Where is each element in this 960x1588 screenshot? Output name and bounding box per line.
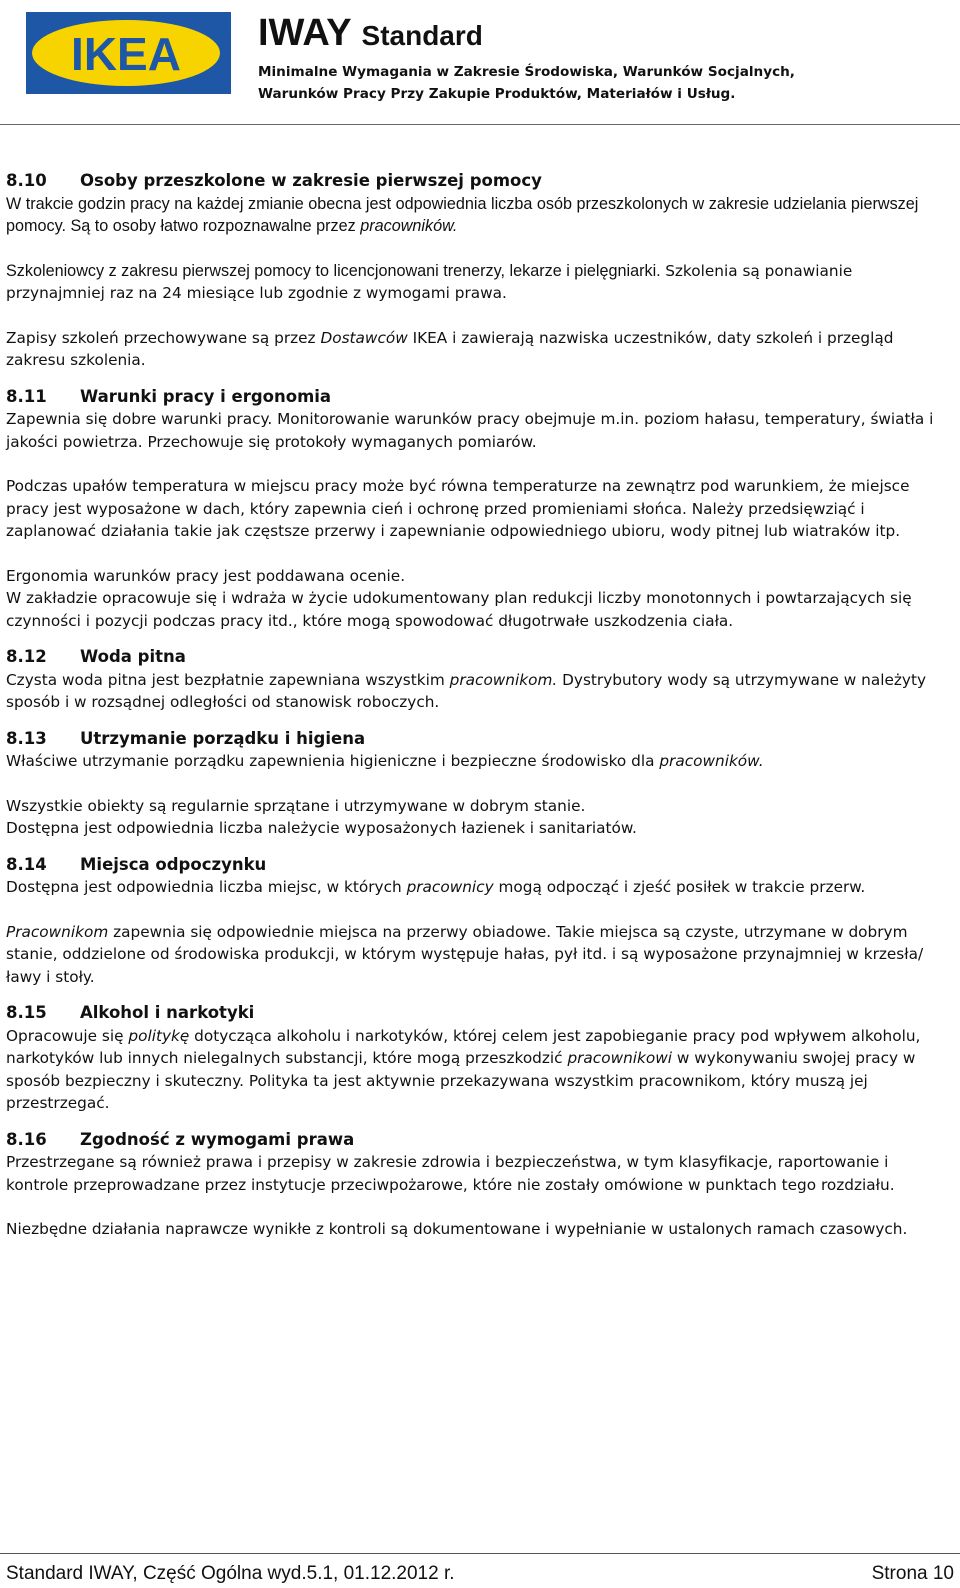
paragraph: Przestrzegane są również prawa i przepisy w zakresie zdrowia i bezpieczeństwa, w tym klasyfikacje, raportowanie i kontrole przeprowadzane przez instytucje przeciwpożarowe, które nie zostały omówione w punktach tego rozdziału.	[6, 1153, 895, 1194]
registered-mark: ®	[219, 18, 229, 29]
section-heading-8-14: 8.14 Miejsca odpoczynku	[6, 854, 267, 874]
paragraph: Szkoleniowcy z zakresu pierwszej pomocy to licencjonowani trenerzy, lekarze i pielęgniarki. Szkolenia są ponawianie przynajmniej raz na 24 miesiące lub zgodnie z wymogami prawa.	[6, 261, 853, 302]
section-heading-8-10: 8.10 Osoby przeszkolone w zakresie pierwszej pomocy	[6, 171, 542, 190]
footer-divider	[0, 1553, 960, 1554]
paragraph: W trakcie godzin pracy na każdej zmianie obecna jest odpowiednia liczba osób przeszkolonych w zakresie udzielania pierwszej pomocy. Są to osoby łatwo rozpoznawalne przez pracowników.	[6, 194, 919, 235]
section-heading-8-15: 8.15 Alkohol i narkotyki	[6, 1003, 255, 1022]
page-header	[0, 0, 960, 128]
paragraph: Niezbędne działania naprawcze wynikłe z kontroli są dokumentowane i wypełnianie w ustalonych ramach czasowych.	[6, 1220, 908, 1238]
section-heading-8-16: 8.16 Zgodność z wymogami prawa	[6, 1129, 355, 1149]
document-body	[6, 170, 951, 1241]
paragraph: Podczas upałów temperatura w miejscu pracy może być równa temperaturze na zewnątrz pod warunkiem, że miejsce pracy jest wyposażone w dach, który zapewnia cień i ochronę przed promieniami słońca. Należy przedsięwziąć i zaplanować działania takie jak częstsze przerwy i zapewnianie odpowiedniego ubioru, wody pitnej lub wiatraków itp.	[6, 477, 910, 540]
paragraph: Dostępna jest odpowiednia liczba miejsc, w których pracownicy mogą odpocząć i zjeść posiłek w trakcie przerw.	[6, 878, 866, 896]
paragraph: Zapisy szkoleń przechowywane są przez Dostawców IKEA i zawierają nazwiska uczestników, daty szkoleń i przegląd zakresu szkolenia.	[6, 328, 894, 369]
section-heading-8-12: 8.12 Woda pitna	[6, 647, 186, 666]
paragraph: Pracownikom zapewnia się odpowiednie miejsca na przerwy obiadowe. Takie miejsca są czyste, utrzymane w dobrym stanie, oddzielone od środowiska produkcji, w którym występuje hałas, pył itd. i są wyposażone przynajmniej w krzesła/ławy i stoły.	[6, 922, 924, 986]
section-heading-8-11: 8.11 Warunki pracy i ergonomia	[6, 386, 332, 406]
header-divider	[0, 124, 960, 125]
paragraph: Opracowuje się politykę dotycząca alkoholu i narkotyków, której celem jest zapobieganie pracy pod wpływem alkoholu, narkotyków lub innych nielegalnych substancji, które mogą przeszkodzić pracownikowi w wykonywaniu swojej pracy w sposób bezpieczny i skuteczny. Polityka ta jest aktywnie przekazywana wszystkim pracownikom, który muszą jej przestrzegać.	[6, 1026, 921, 1112]
paragraph: W zakładzie opracowuje się i wdraża w życie udokumentowany plan redukcji liczby monotonnych i powtarzających się czynności i pozycji podczas pracy itd., które mogą spowodować długotrwałe uszkodzenia ciała.	[6, 589, 912, 630]
paragraph: Dostępna jest odpowiednia liczba należycie wyposażonych łazienek i sanitariatów.	[6, 819, 637, 837]
paragraph: Ergonomia warunków pracy jest poddawana ocenie.	[6, 566, 406, 585]
paragraph: Wszystkie obiekty są regularnie sprzątane i utrzymywane w dobrym stanie.	[6, 796, 586, 815]
paragraph: Właściwe utrzymanie porządku zapewnienia higieniczne i bezpieczne środowisko dla pracowników.	[6, 752, 764, 770]
paragraph: Zapewnia się dobre warunki pracy. Monitorowanie warunków pracy obejmuje m.in. poziom hałasu, temperatury, światła i jakości powietrza. Przechowuje się protokoły wymaganych pomiarów.	[6, 410, 934, 451]
doc-title	[258, 12, 483, 55]
doc-subtitle-line1: Minimalne Wymagania w Zakresie Środowiska, Warunków Socjalnych,	[258, 64, 795, 80]
paragraph: Czysta woda pitna jest bezpłatnie zapewniana wszystkim pracownikom. Dystrybutory wody są utrzymywane w należyty sposób i w rozsądnej odległości od stanowisk roboczych.	[6, 670, 927, 711]
ikea-logo	[26, 12, 231, 94]
doc-title-sub: Standard	[361, 20, 483, 51]
doc-title-main: IWAY	[258, 12, 351, 54]
footer-doc-info: Standard IWAY, Część Ogólna wyd.5.1, 01.12.2012 r.	[6, 1563, 455, 1584]
doc-subtitle-line2: Warunków Pracy Przy Zakupie Produktów, Materiałów i Usług.	[258, 86, 736, 102]
ikea-logo-text: IKEA	[71, 28, 181, 80]
section-heading-8-13: 8.13 Utrzymanie porządku i higiena	[6, 728, 366, 748]
page-number: Strona 10	[871, 1563, 954, 1584]
